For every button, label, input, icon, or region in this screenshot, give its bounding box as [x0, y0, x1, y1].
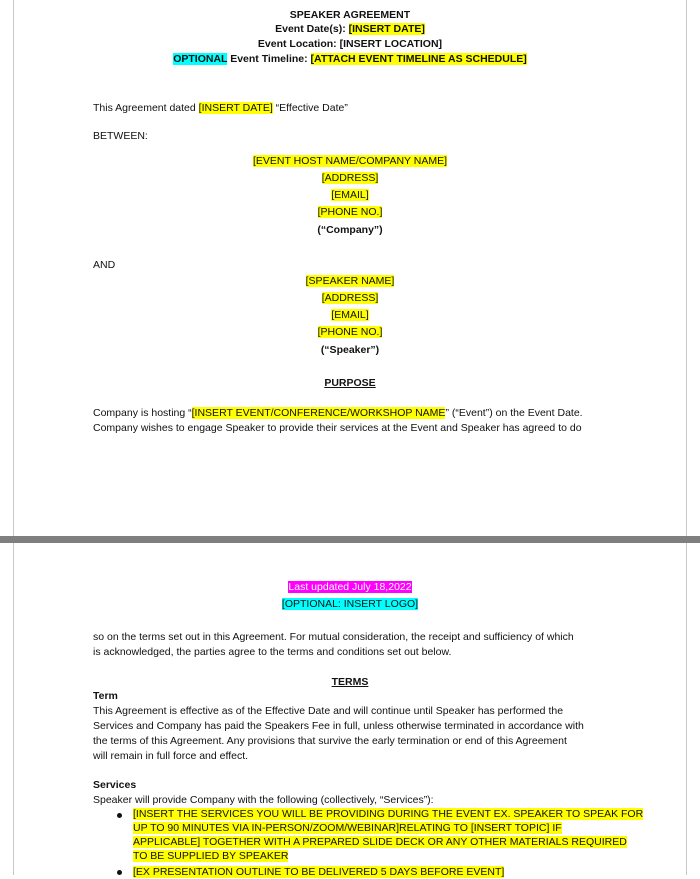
purpose-suffix: ” (“Event”) on the Event Date.: [445, 407, 583, 419]
and-label: AND: [93, 259, 116, 271]
services-intro: Speaker will provide Company with the following (collectively, “Services”):: [93, 794, 434, 806]
company-address-line: [14, 172, 686, 185]
continuation-line-2: is acknowledged, the parties agree to the terms and conditions set out below.: [93, 646, 452, 658]
agreement-date-prefix: This Agreement dated: [93, 102, 199, 114]
bullet-2-line: [133, 866, 504, 879]
services-heading: Services: [93, 779, 137, 791]
speaker-email-placeholder: [EMAIL]: [331, 309, 369, 321]
optional-tag: OPTIONAL: [173, 53, 228, 65]
continuation-line-1: so on the terms set out in this Agreement. For mutual consideration, the receipt and sufficiency of which: [93, 631, 574, 643]
speaker-email-line: [14, 309, 686, 322]
document-title: SPEAKER AGREEMENT: [289, 9, 411, 21]
bullet-1-dot: [117, 813, 122, 818]
logo-placeholder-line: [14, 598, 686, 611]
page-break: [0, 536, 700, 543]
bullet-1-line-3: [133, 836, 627, 849]
bullet-1-text-2: UP TO 90 MINUTES VIA IN-PERSON/ZOOM/WEBINAR]RELATING TO [INSERT TOPIC] IF: [133, 822, 562, 834]
last-updated-badge: Last updated July 18,2022: [288, 581, 412, 593]
last-updated-line: [14, 581, 686, 594]
agreement-date-line: [93, 102, 348, 115]
company-address-placeholder: [ADDRESS]: [321, 172, 379, 184]
speaker-address-line: [14, 292, 686, 305]
speaker-name-line: [14, 275, 686, 288]
purpose-line-2: Company wishes to engage Speaker to provide their services at the Event and Speaker has agreed to do: [93, 422, 582, 434]
event-timeline-label: Event Timeline:: [227, 53, 311, 65]
bullet-2-text: [EX PRESENTATION OUTLINE TO BE DELIVERED 5 DAYS BEFORE EVENT]: [133, 866, 505, 878]
between-label: BETWEEN:: [93, 130, 148, 142]
event-timeline-placeholder: [ATTACH EVENT TIMELINE AS SCHEDULE]: [310, 53, 527, 65]
page-2-right-edge: [686, 543, 687, 875]
company-email-placeholder: [EMAIL]: [331, 189, 369, 201]
term-line-3: the terms of this Agreement. Any provisions that survive the early termination or end of this Agreement: [93, 735, 567, 747]
term-line-1: This Agreement is effective as of the Effective Date and will continue until Speaker has performed the: [93, 705, 564, 717]
company-phone-placeholder: [PHONE NO.]: [317, 206, 383, 218]
event-timeline-line: [14, 53, 686, 66]
speaker-address-placeholder: [ADDRESS]: [321, 292, 379, 304]
term-heading: Term: [93, 690, 118, 702]
terms-heading: TERMS: [331, 676, 369, 688]
page-1-left-edge: [13, 0, 14, 536]
company-label: (“Company”): [317, 224, 383, 236]
company-name-placeholder: [EVENT HOST NAME/COMPANY NAME]: [252, 155, 448, 167]
speaker-phone-line: [14, 326, 686, 339]
bullet-1-text-1: [INSERT THE SERVICES YOU WILL BE PROVIDING DURING THE EVENT EX. SPEAKER TO SPEAK FOR: [133, 808, 644, 820]
agreement-date-suffix: “Effective Date”: [272, 102, 348, 114]
event-dates-label: Event Date(s):: [275, 23, 349, 35]
company-phone-line: [14, 206, 686, 219]
event-name-placeholder: [INSERT EVENT/CONFERENCE/WORKSHOP NAME: [191, 407, 446, 419]
page-1-right-edge: [686, 0, 687, 536]
speaker-phone-placeholder: [PHONE NO.]: [317, 326, 383, 338]
speaker-label: (“Speaker”): [320, 344, 380, 356]
company-name-line: [14, 155, 686, 168]
purpose-line-1: [93, 407, 583, 420]
term-line-4: will remain in full force and effect.: [93, 750, 249, 762]
company-email-line: [14, 189, 686, 202]
event-dates-placeholder: [INSERT DATE]: [348, 23, 425, 35]
event-dates-line: [14, 23, 686, 36]
agreement-date-placeholder: [INSERT DATE]: [198, 102, 273, 114]
bullet-1-text-4: TO BE SUPPLIED BY SPEAKER: [133, 850, 289, 862]
speaker-name-placeholder: [SPEAKER NAME]: [305, 275, 395, 287]
purpose-heading: PURPOSE: [324, 377, 376, 389]
bullet-2-dot: [117, 870, 122, 875]
logo-placeholder: [OPTIONAL: INSERT LOGO]: [281, 598, 419, 610]
term-line-2: Services and Company has paid the Speakers Fee in full, unless otherwise terminated in accordance with: [93, 720, 584, 732]
bullet-1-line-4: [133, 850, 288, 863]
bullet-1-line-1: [133, 808, 643, 821]
event-location-line: Event Location: [INSERT LOCATION]: [257, 38, 443, 50]
purpose-prefix: Company is hosting “: [93, 407, 192, 419]
bullet-1-text-3: APPLICABLE] TOGETHER WITH A PREPARED SLIDE DECK OR ANY OTHER MATERIALS REQUIRED: [133, 836, 627, 848]
bullet-1-line-2: [133, 822, 562, 835]
